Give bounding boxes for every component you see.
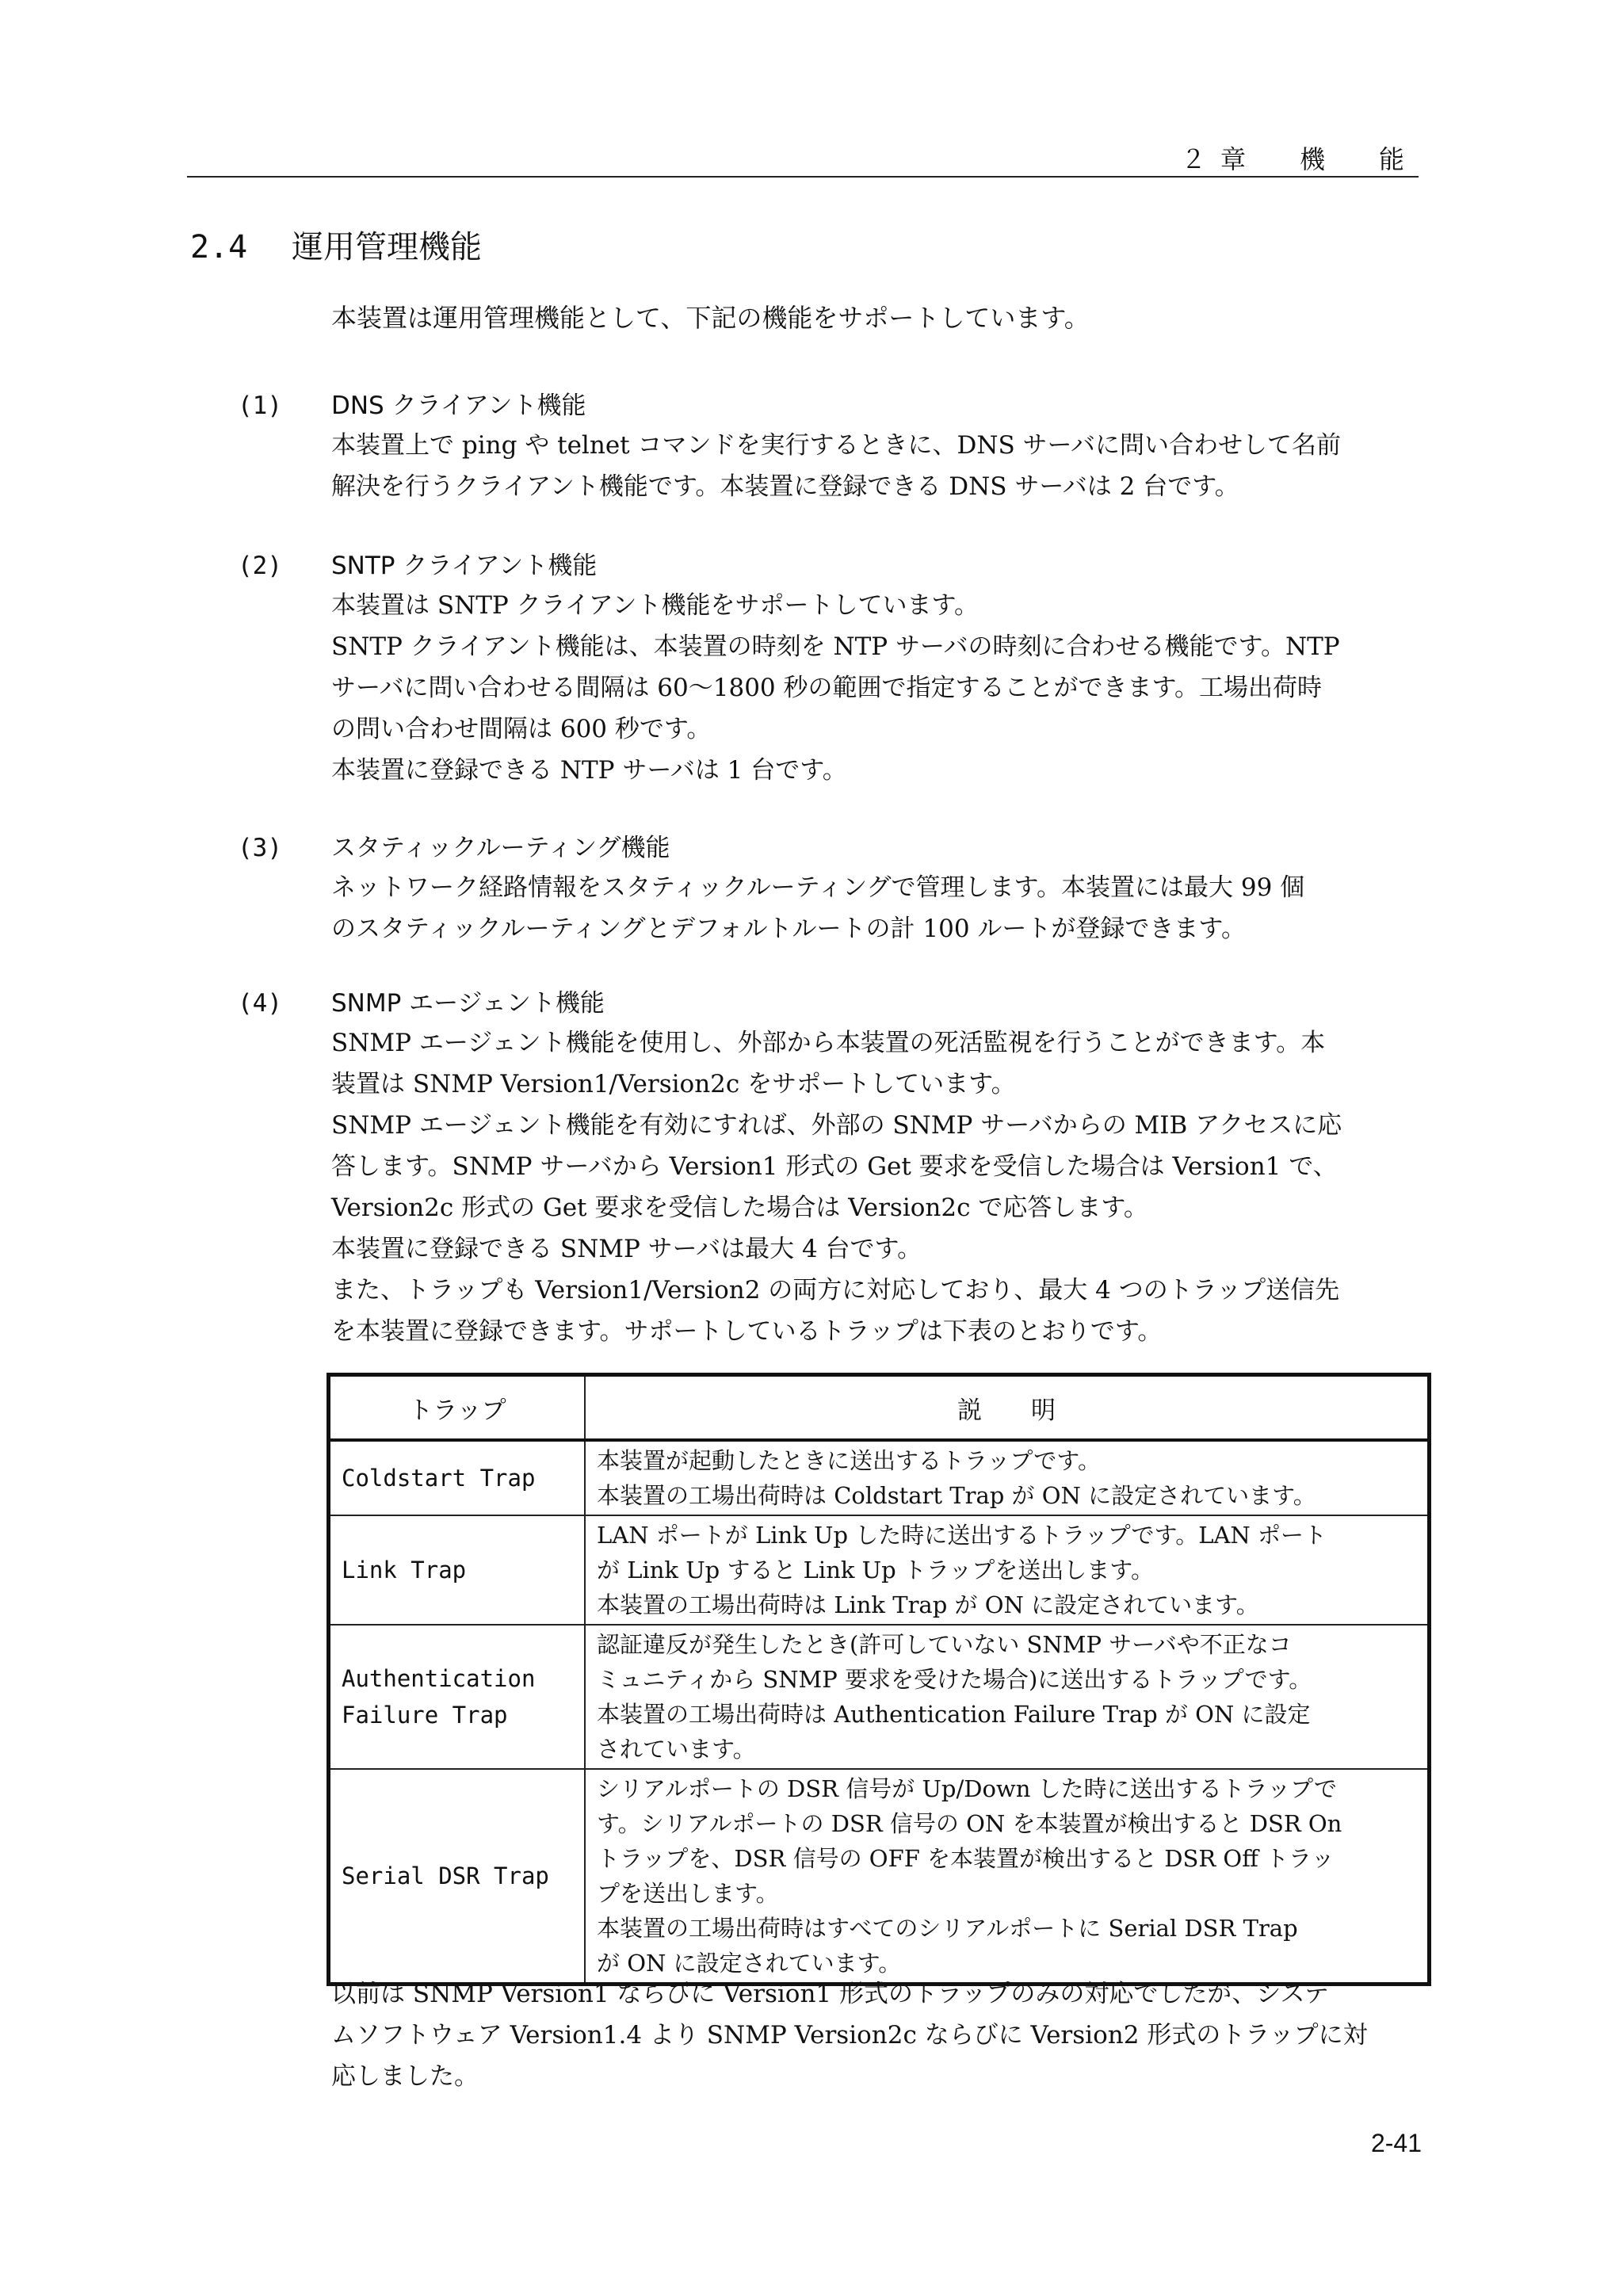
description-line: が Link Up すると Link Up トラップを送出します。	[597, 1557, 1154, 1584]
trap-name: Authentication	[342, 1665, 536, 1692]
body-line: また、トラップも Version1/Version2 の両方に対応しており、最大 4 つのトラップ送信先	[331, 1276, 1340, 1305]
trap-name-cell	[329, 1769, 586, 1985]
section-title	[190, 222, 482, 267]
body-line: ネットワーク経路情報をスタティックルーティングで管理します。本装置には最大 99 個	[331, 873, 1305, 902]
description-line: 本装置の工場出荷時は Coldstart Trap が ON に設定されています。	[597, 1482, 1316, 1509]
footer-note	[331, 1973, 1425, 2097]
description-line: シリアルポートの DSR 信号が Up/Down した時に送出するトラップで	[597, 1775, 1337, 1802]
body-line: SNMP エージェント機能を有効にすれば、外部の SNMP サーバからの MIB アクセスに応	[331, 1111, 1342, 1140]
trap-description-cell	[585, 1769, 1430, 1985]
subsection-body	[331, 867, 1419, 949]
subsection-dns	[238, 385, 1426, 507]
body-line: の問い合わせ間隔は 600 秒です。	[331, 715, 712, 743]
body-line: 答します。SNMP サーバから Version1 形式の Get 要求を受信した場合は Version1 で、	[331, 1152, 1338, 1181]
description-line: 本装置の工場出荷時はすべてのシリアルポートに Serial DSR Trap	[597, 1915, 1298, 1942]
subsection-heading: SNTP クライアント機能	[331, 552, 598, 580]
description-line: ミュニティから SNMP 要求を受けた場合)に送出するトラップです。	[597, 1666, 1312, 1693]
section-heading: 運用管理機能	[292, 229, 482, 266]
trap-name: Failure Trap	[342, 1702, 508, 1729]
subsection-title	[238, 983, 1426, 1022]
subsection-body	[331, 1022, 1419, 1352]
subsection-mark: (3)	[238, 834, 282, 862]
subsection-body	[331, 425, 1419, 507]
table-header-row	[329, 1375, 1430, 1441]
subsection-body	[331, 585, 1419, 791]
trap-name-cell	[329, 1625, 586, 1769]
footer-line: 以前は SNMP Version1 ならびに Version1 形式のトラップのみの対応でしたが、システ	[331, 1980, 1329, 2008]
subsection-static-routing	[238, 827, 1426, 949]
description-line: トラップを、DSR 信号の OFF を本装置が検出すると DSR Off トラッ	[597, 1845, 1335, 1872]
body-line: のスタティックルーティングとデフォルトルートの計 100 ルートが登録できます。	[331, 915, 1246, 943]
description-line: プを送出します。	[597, 1880, 779, 1907]
subsection-sntp	[238, 545, 1426, 791]
section-number: 2.4	[190, 229, 248, 266]
body-line: 本装置に登録できる NTP サーバは 1 台です。	[331, 756, 847, 785]
footer-line: ムソフトウェア Version1.4 より SNMP Version2c ならびに Version2 形式のトラップに対	[331, 2021, 1368, 2050]
subsection-snmp	[238, 983, 1426, 1352]
description-line: されています。	[597, 1736, 756, 1763]
column-header-description: 説 明	[585, 1375, 1430, 1441]
body-line: 本装置上で ping や telnet コマンドを実行するときに、DNS サーバに問い合わせして名前	[331, 431, 1341, 460]
footer-line: 応しました。	[331, 2062, 479, 2091]
table-row	[329, 1625, 1430, 1769]
subsection-mark: (2)	[238, 552, 282, 580]
description-line: が ON に設定されています。	[597, 1950, 902, 1977]
description-line: 本装置の工場出荷時は Authentication Failure Trap が ON に設定	[597, 1701, 1311, 1728]
chapter-label: ２章 機 能	[1180, 144, 1419, 174]
trap-description-cell	[585, 1515, 1430, 1625]
trap-name-cell	[329, 1440, 586, 1515]
body-line: 本装置に登録できる SNMP サーバは最大 4 台です。	[331, 1235, 922, 1263]
body-line: 本装置は SNTP クライアント機能をサポートしています。	[331, 591, 980, 620]
body-line: Version2c 形式の Get 要求を受信した場合は Version2c で応答します。	[331, 1194, 1148, 1222]
subsection-mark: (1)	[238, 392, 282, 420]
body-line: 装置は SNMP Version1/Version2c をサポートしています。	[331, 1070, 1016, 1098]
trap-name: Coldstart Trap	[342, 1465, 536, 1492]
body-line: を本装置に登録できます。サポートしているトラップは下表のとおりです。	[331, 1317, 1163, 1346]
trap-description-cell	[585, 1625, 1430, 1769]
subsection-heading: SNMP エージェント機能	[331, 989, 605, 1018]
page-number: 2-41	[1370, 2129, 1422, 2157]
trap-name: Link Trap	[342, 1557, 467, 1584]
body-line: サーバに問い合わせる間隔は 60～1800 秒の範囲で指定することができます。工場出荷時	[331, 674, 1323, 702]
subsection-title	[238, 545, 1426, 585]
trap-description-cell	[585, 1440, 1430, 1515]
body-line: 解決を行うクライアント機能です。本装置に登録できる DNS サーバは 2 台です。	[331, 472, 1239, 501]
table-row	[329, 1769, 1430, 1985]
description-line: 認証違反が発生したとき(許可していない SNMP サーバや不正なコ	[597, 1631, 1292, 1658]
trap-name-cell	[329, 1515, 586, 1625]
trap-table	[327, 1373, 1431, 1986]
table-row	[329, 1440, 1430, 1515]
intro-text: 本装置は運用管理機能として、下記の機能をサポートしています。	[331, 303, 1090, 333]
body-line: SNTP クライアント機能は、本装置の時刻を NTP サーバの時刻に合わせる機能です。NTP	[331, 632, 1340, 661]
description-line: 本装置の工場出荷時は Link Trap が ON に設定されています。	[597, 1591, 1259, 1618]
subsection-mark: (4)	[238, 989, 282, 1018]
page-header	[187, 133, 1419, 178]
subsection-title	[238, 827, 1426, 867]
description-line: LAN ポートが Link Up した時に送出するトラップです。LAN ポート	[597, 1522, 1327, 1549]
body-line: SNMP エージェント機能を使用し、外部から本装置の死活監視を行うことができます。本	[331, 1029, 1326, 1057]
description-line: す。シリアルポートの DSR 信号の ON を本装置が検出すると DSR On	[597, 1810, 1342, 1837]
trap-name: Serial DSR Trap	[342, 1862, 549, 1889]
column-header-trap: トラップ	[329, 1375, 586, 1441]
subsection-title	[238, 385, 1426, 425]
subsection-heading: DNS クライアント機能	[331, 392, 586, 420]
subsection-heading: スタティックルーティング機能	[331, 834, 670, 862]
description-line: 本装置が起動したときに送出するトラップです。	[597, 1447, 1101, 1474]
table-row	[329, 1515, 1430, 1625]
